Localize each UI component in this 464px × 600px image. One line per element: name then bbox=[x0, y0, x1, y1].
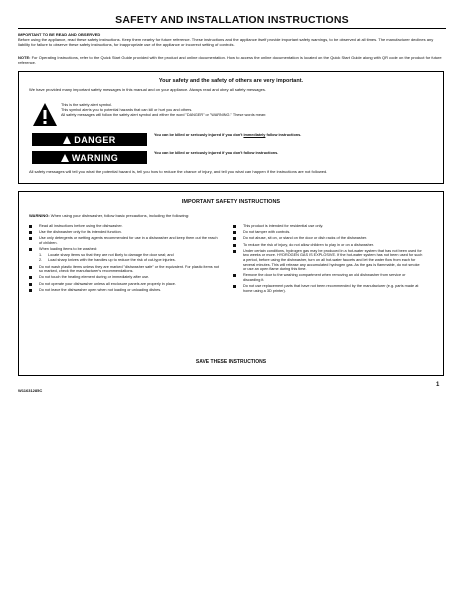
bullet-icon bbox=[233, 244, 236, 247]
list-item-text: To reduce the risk of injury, do not allow children to play in or on a dishwasher. bbox=[243, 242, 374, 247]
sub-list-item bbox=[39, 253, 219, 258]
bullet-icon bbox=[233, 237, 236, 240]
warning-banner bbox=[32, 151, 147, 164]
list-item-text: Under certain conditions, hydrogen gas may be produced in a hot-water system that has not been used for two weeks or more. HYDROGEN GAS IS EXPLOSIVE. If the hot-water system has not been used for such a period, before using the dishwasher, turn on all hot-water faucets and let the water flow from each for several minutes. This will release any accumulated hydrogen gas. As the gas is flammable, do not smoke or use an open flame during this time. bbox=[243, 248, 423, 272]
bullet-icon bbox=[29, 231, 32, 234]
part-number: W11631285C bbox=[18, 388, 43, 393]
list-item bbox=[29, 265, 219, 274]
list-item-text: This product is intended for residential use only. bbox=[243, 224, 324, 228]
list-item bbox=[233, 273, 423, 282]
title-divider bbox=[18, 28, 446, 29]
danger-text bbox=[154, 133, 339, 138]
sub-item-number: 2. bbox=[39, 258, 43, 263]
bullet-icon bbox=[29, 276, 32, 279]
important-safety-instructions-box bbox=[18, 191, 444, 376]
alert-line: This is the safety alert symbol. bbox=[61, 103, 113, 107]
important-heading: IMPORTANT TO BE READ AND OBSERVED bbox=[18, 32, 101, 37]
list-item bbox=[29, 275, 219, 280]
list-item bbox=[233, 224, 423, 229]
list-item-text: Use only detergents or wetting agents recommended for use in a dishwasher and keep them out the reach of children. bbox=[39, 236, 218, 245]
danger-banner bbox=[32, 133, 147, 146]
bullet-icon bbox=[29, 248, 32, 251]
note-text: For Operating Instructions, refer to the Quick Start Guide provided with the product and online documentation. How to access the online documentation is located on the Quick Start Guide along with QR code on the product for future reference. bbox=[18, 55, 442, 65]
list-item-text: Do not operate your dishwasher unless all enclosure panels are properly in place. bbox=[39, 281, 176, 286]
list-item bbox=[29, 224, 219, 229]
list-item bbox=[233, 243, 423, 248]
list-item-text: Do not abuse, sit on, or stand on the door or dish racks of the dishwasher. bbox=[243, 236, 368, 241]
list-item-text: Remove the door to the washing compartment when removing an old dishwasher from service or discarding it. bbox=[243, 273, 406, 282]
list-item bbox=[233, 230, 423, 235]
instructions-warning bbox=[29, 213, 434, 218]
instructions-warning-label: WARNING: bbox=[29, 213, 50, 218]
safety-box-intro: We have provided many important safety messages in this manual and on your appliance. Always read and obey all safety messages. bbox=[29, 87, 266, 92]
list-item-text: Do not wash plastic items unless they are marked "dishwasher safe" or the equivalent. For plastic items not so marked, check the manufacturer's recommendations. bbox=[39, 264, 219, 274]
warning-text: You can be killed or seriously injured if you don't follow instructions. bbox=[154, 151, 279, 155]
bullet-icon bbox=[233, 231, 236, 234]
note-paragraph bbox=[18, 55, 446, 65]
sub-list-item bbox=[39, 258, 219, 263]
sub-item-text: Locate sharp items so that they are not likely to damage the door seal; and bbox=[48, 252, 174, 257]
bullet-icon bbox=[29, 225, 32, 228]
list-item-text: Do not use replacement parts that have not been recommended by the manufacturer (e.g. parts made at home using a 3D printer). bbox=[243, 284, 419, 293]
instructions-left-column bbox=[29, 224, 219, 294]
list-item-text: Do not tamper with controls. bbox=[243, 230, 291, 235]
alert-line: All safety messages will follow the safety alert symbol and either the word "DANGER" or "WARNING." These words mean: bbox=[61, 113, 267, 117]
bullet-icon bbox=[29, 266, 32, 269]
safety-box bbox=[18, 71, 444, 184]
bullet-icon bbox=[29, 283, 32, 286]
list-item-text: When loading items to be washed: bbox=[39, 247, 98, 252]
list-item bbox=[233, 249, 423, 272]
list-item bbox=[29, 230, 219, 235]
alert-symbol-explanation bbox=[61, 103, 311, 118]
list-item-text: Use the dishwasher only for its intended function. bbox=[39, 230, 122, 235]
safety-alert-icon bbox=[32, 102, 58, 128]
list-item-text: Do not touch the heating element during or immediately after use. bbox=[39, 275, 150, 280]
bullet-icon bbox=[29, 237, 32, 240]
danger-text-start: You can be killed or seriously injured if you don't bbox=[154, 133, 244, 137]
alert-line: This symbol alerts you to potential hazards that can kill or hurt you and others. bbox=[61, 108, 193, 112]
bullet-icon bbox=[233, 274, 236, 277]
note-label: NOTE: bbox=[18, 55, 31, 60]
danger-label: DANGER bbox=[74, 134, 116, 145]
bullet-icon bbox=[233, 285, 236, 288]
bullet-icon bbox=[29, 289, 32, 292]
list-item-text: Read all instructions before using the dishwasher. bbox=[39, 224, 123, 228]
list-item bbox=[29, 288, 219, 293]
instructions-right-column bbox=[233, 224, 423, 295]
list-item bbox=[29, 282, 219, 287]
sub-item-number: 1. bbox=[39, 252, 43, 257]
save-instructions-text: SAVE THESE INSTRUCTIONS bbox=[195, 359, 267, 365]
list-item bbox=[233, 236, 423, 241]
page-title: SAFETY AND INSTALLATION INSTRUCTIONS bbox=[115, 14, 349, 26]
list-item bbox=[233, 284, 423, 293]
safety-box-footer: All safety messages will tell you what the potential hazard is, tell you how to reduce the chance of injury, and tell you what can happen if the instructions are not followed. bbox=[29, 169, 328, 174]
sub-item-text: Load sharp knives with the handles up to reduce the risk of cut-type injuries. bbox=[48, 258, 176, 263]
safety-box-heading: Your safety and the safety of others are very important. bbox=[158, 78, 304, 84]
danger-warning-icon bbox=[63, 136, 71, 144]
warning-label: WARNING bbox=[71, 152, 119, 163]
list-item-text: Do not leave the dishwasher open when not loading or unloading dishes. bbox=[39, 287, 162, 292]
warning-triangle-icon bbox=[61, 154, 69, 162]
instructions-heading: IMPORTANT SAFETY INSTRUCTIONS bbox=[181, 199, 281, 205]
list-item bbox=[29, 247, 219, 263]
bullet-icon bbox=[233, 250, 236, 253]
bullet-icon bbox=[233, 225, 236, 228]
danger-text-end: follow instructions. bbox=[265, 133, 302, 137]
intro-paragraph: Before using the appliance, read these safety instructions. Keep them nearby for future reference. These instructions and the appliance itself provide important safety warnings, to be observed at all times. The manufacturer declines any liability for failure to observe these safety instructions, for inappropriate use of the appliance or incorrect setting of controls. bbox=[18, 37, 434, 47]
page-number: 1 bbox=[436, 382, 440, 388]
instructions-warning-text: When using your dishwasher, follow basic precautions, including the following: bbox=[50, 213, 190, 218]
list-item bbox=[29, 236, 219, 245]
danger-text-emphasis: immediately bbox=[243, 133, 266, 137]
